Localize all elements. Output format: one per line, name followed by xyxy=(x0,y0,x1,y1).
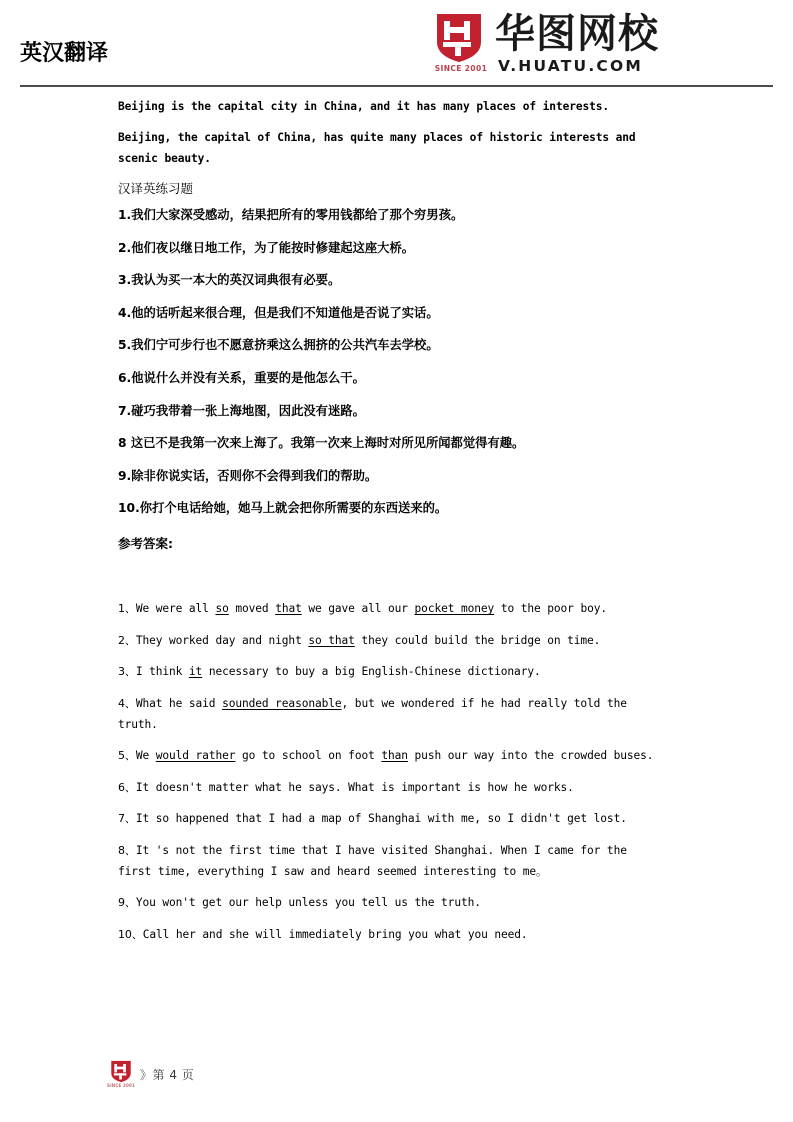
exercise-item: 1.我们大家深受感动，结果把所有的零用钱都给了那个穷男孩。 xyxy=(118,208,464,222)
exercise-item: 9.除非你说实话，否则你不会得到我们的帮助。 xyxy=(118,468,378,483)
answer-item: 1、We were all so moved that we gave all our pocket money to the poor boy. xyxy=(118,602,607,616)
answer-item: 6、It doesn't matter what he says. What is important is how he works. xyxy=(118,780,574,794)
exercise-item: 10.你打个电话给她，她马上就会把你所需要的东西送来的。 xyxy=(118,501,448,516)
shield-icon xyxy=(435,12,483,64)
document-content xyxy=(118,96,658,955)
header-divider xyxy=(20,85,773,87)
huatu-shield-logo xyxy=(435,12,487,78)
exercise-item: 7.碰巧我带着一张上海地图，因此没有迷路。 xyxy=(118,403,365,418)
answer-item: 3、I think it necessary to buy a big English-Chinese dictionary. xyxy=(118,665,541,679)
exercises-heading: 汉译英练习题 xyxy=(118,181,194,196)
exercise-item: 4.他的话听起来很合理，但是我们不知道他是否说了实话。 xyxy=(118,305,439,320)
exercise-list xyxy=(118,205,658,518)
shield-icon xyxy=(110,1060,132,1083)
page-header xyxy=(0,0,793,88)
answer-item: 5、We would rather go to school on foot than push our way into the crowded buses. xyxy=(118,749,654,763)
page-title: 英汉翻译 xyxy=(20,41,109,66)
answer-item: 7、It so happened that I had a map of Shanghai with me, so I didn't get lost. xyxy=(118,812,627,826)
exercise-item: 5.我们宁可步行也不愿意挤乘这么拥挤的公共汽车去学校。 xyxy=(118,338,439,353)
answers-heading: 参考答案: xyxy=(118,536,173,552)
english-example: Beijing, the capital of China, has quite many places of historic interests and scenic beauty. xyxy=(118,131,636,165)
answer-item: 9、You won't get our help unless you tell us the truth. xyxy=(118,896,481,910)
answer-item: 4、What he said sounded reasonable, but we wondered if he had really told the truth. xyxy=(118,696,627,731)
brand-since-text: SINCE 2001 xyxy=(434,64,488,73)
answer-item: 8、It 's not the first time that I have visited Shanghai. When I came for the first time, everything I saw and heard seemed interesting to me。 xyxy=(118,843,627,878)
brand-website-url: V.HUATU.COM xyxy=(498,57,643,75)
page-number-label: 》第 4 页 xyxy=(140,1068,195,1082)
english-example: Beijing is the capital city in China, and it has many places of interests. xyxy=(118,100,610,113)
answer-item: 2、They worked day and night so that they could build the bridge on time. xyxy=(118,633,601,647)
exercise-item: 8 这已不是我第一次来上海了。我第一次来上海时对所见所闻都觉得有趣。 xyxy=(118,436,525,451)
brand-logo xyxy=(435,12,700,78)
exercise-item: 3.我认为买一本大的英汉词典很有必要。 xyxy=(118,273,341,288)
brand-name-cn: 华图网校 xyxy=(495,11,659,57)
answer-list xyxy=(118,598,658,945)
footer-since-text: SINCE 2001 xyxy=(107,1083,135,1088)
page-footer xyxy=(107,1060,510,1092)
exercise-item: 6.他说什么并没有关系，重要的是他怎么干。 xyxy=(118,370,365,385)
exercise-item: 2.他们夜以继日地工作，为了能按时修建起这座大桥。 xyxy=(118,240,415,255)
english-examples-block xyxy=(118,96,658,169)
answer-item: 10、Call her and she will immediately bring you what you need. xyxy=(118,927,528,941)
footer-huatu-logo xyxy=(107,1060,136,1090)
